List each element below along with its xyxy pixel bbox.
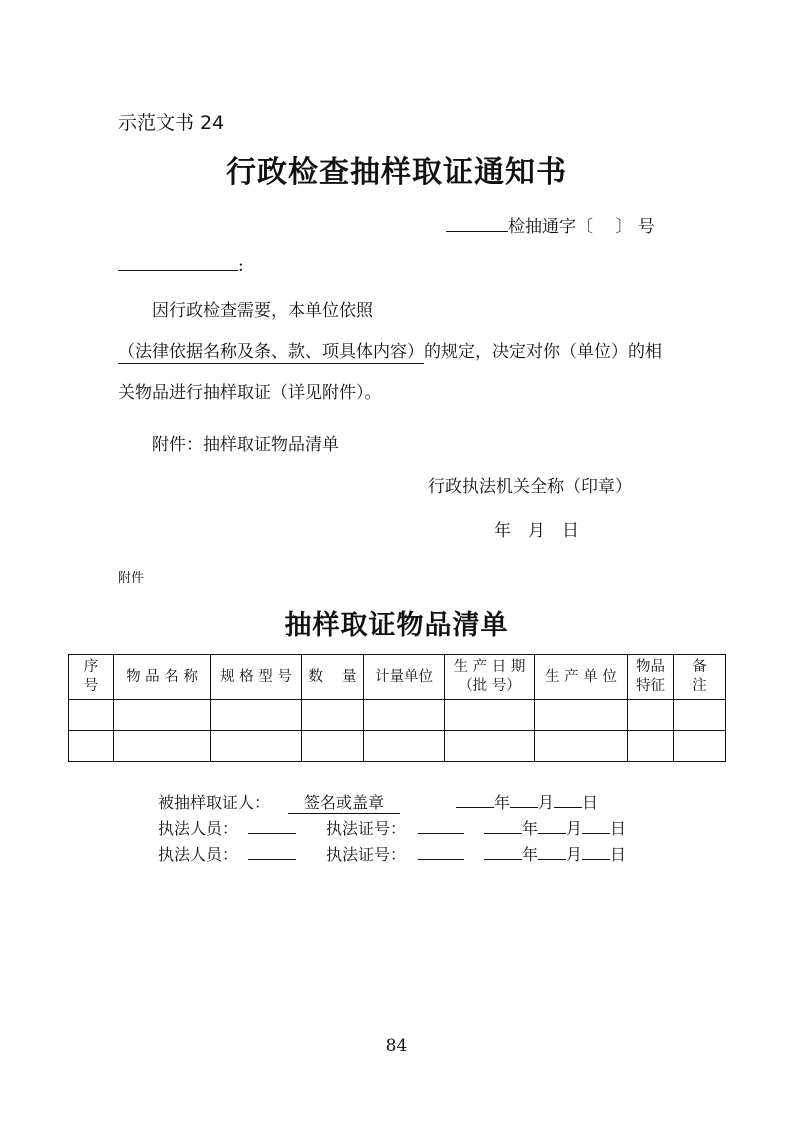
document-number-text: 检抽通字〔 〕 号 (508, 217, 655, 237)
col-header-features: 物品 特征 (628, 655, 674, 700)
sample-items-table (68, 654, 726, 762)
recipient-blank (118, 269, 238, 271)
document-title: 行政检查抽样取证通知书 (226, 155, 567, 190)
issuing-authority: 行政执法机关全称（印章） (428, 477, 632, 497)
table-header-row (69, 655, 726, 700)
col-header-model: 规 格 型 号 (211, 655, 302, 700)
body-prefix: 因行政检查需要，本单位依照 (152, 301, 373, 321)
col-header-remarks: 备 注 (674, 655, 726, 700)
signature-line-officer-2: 执法人员： 执法证号： 年 月 日 (158, 845, 627, 864)
col-header-quantity: 数 量 (302, 655, 364, 700)
page-number: 84 (385, 1036, 408, 1056)
col-header-index: 序 号 (69, 655, 114, 700)
list-title: 抽样取证物品清单 (284, 610, 509, 641)
attachment-line: 附件：抽样取证物品清单 (152, 435, 339, 455)
body-suffix: 的规定，决定对你（单位）的相关物品进行抽样取证（详见附件）。 (118, 342, 662, 403)
table-row (69, 700, 726, 731)
document-sample-label: 示范文书 24 (118, 112, 225, 134)
recipient-line (118, 256, 244, 276)
annex-label: 附件 (118, 571, 145, 586)
col-header-manufacturer: 生 产 单 位 (535, 655, 628, 700)
col-header-item-name: 物 品 名 称 (114, 655, 211, 700)
body-paragraph (118, 291, 678, 414)
signature-line-officer-1: 执法人员： 执法证号： 年 月 日 (158, 819, 627, 838)
signature-line-sampled-person: 被抽样取证人： 签名或盖章 年 月 日 (158, 790, 598, 814)
legal-basis-placeholder: （法律依据名称及条、款、项具体内容） (118, 342, 424, 362)
col-header-production-date: 生 产 日 期 （批 号） (445, 655, 535, 700)
document-number (446, 212, 655, 237)
recipient-colon: : (238, 256, 244, 276)
number-prefix-blank (446, 230, 508, 232)
col-header-unit: 计量单位 (364, 655, 445, 700)
issue-date: 年 月 日 (494, 521, 579, 541)
table-row (69, 731, 726, 762)
sampled-person-signature: 签名或盖章 (288, 790, 400, 814)
